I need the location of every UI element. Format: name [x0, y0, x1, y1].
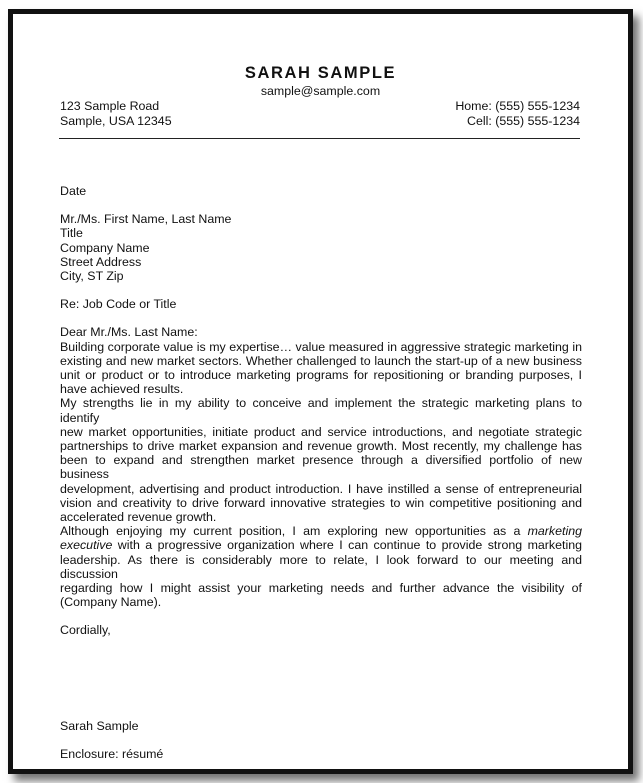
salutation-text: Dear Mr./Ms. Last Name: — [60, 325, 198, 340]
signature-name: Sarah Sample — [60, 719, 139, 733]
paragraph-line: existing and new market sectors. Whether challenged to launch the start-up of a new business — [60, 353, 582, 368]
paragraph-line: development, advertising and product introduction. I have instilled a sense of entrepreneurial — [60, 481, 582, 496]
paragraph-2 — [60, 396, 582, 524]
recipient-city: City, ST Zip — [60, 269, 124, 284]
reference-text: Re: Job Code or Title — [60, 297, 177, 312]
header-divider — [59, 138, 580, 139]
closing-text: Cordially, — [60, 623, 111, 638]
recipient-block — [60, 212, 582, 283]
recipient-street: Street Address — [60, 254, 142, 269]
sender-email: sample@sample.com — [260, 84, 381, 98]
paragraph-line: Building corporate value is my expertise… value measured in aggressive strategic marketing in — [60, 339, 582, 354]
enclosure-note: Enclosure: résumé — [60, 747, 164, 761]
home-phone: Home: (555) 555-1234 — [455, 99, 580, 113]
emphasis-text: executive — [60, 538, 113, 553]
paragraph-text: Although enjoying my current position, I am exploring new opportunities as a — [60, 524, 528, 539]
cell-phone: Cell: (555) 555-1234 — [467, 113, 580, 128]
letter-date: Date — [60, 184, 87, 198]
paragraph-line: have achieved results. — [60, 382, 184, 397]
paragraph-line: (Company Name). — [60, 595, 162, 610]
paragraph-line: regarding how I might assist your marketing needs and further advance the visibility of — [60, 581, 582, 596]
paragraph-line: accelerated revenue growth. — [60, 510, 217, 525]
address-line-2: Sample, USA 12345 — [60, 113, 172, 128]
recipient-title: Title — [60, 226, 83, 241]
sender-phones — [455, 99, 580, 128]
paragraph-line: unit or product or to introduce marketing programs for repositioning or branding purposes, I — [60, 368, 582, 383]
document-frame — [8, 9, 633, 774]
recipient-name: Mr./Ms. First Name, Last Name — [60, 212, 232, 227]
closing — [60, 623, 582, 637]
reference-line — [60, 297, 582, 311]
paragraph-line: partnerships to drive market expansion and revenue growth. Most recently, my challenge has — [60, 439, 582, 454]
sender-address — [60, 99, 172, 128]
sender-name: SARAH SAMPLE — [244, 64, 397, 82]
address-line-1: 123 Sample Road — [60, 99, 160, 113]
paragraph-line: My strengths lie in my ability to conceive and implement the strategic marketing plans to identify — [60, 396, 582, 425]
paragraph-line: new market opportunities, initiate product and service introductions, and negotiate strategic — [60, 424, 582, 439]
paragraph-line — [60, 524, 582, 538]
cover-letter-page — [13, 14, 628, 769]
paragraph-1 — [60, 340, 582, 397]
emphasis-text: marketing — [527, 524, 582, 539]
paragraph-3 — [60, 524, 582, 609]
paragraph-text: with a progressive organization where I can continue to provide strong marketing — [112, 538, 582, 553]
salutation — [60, 325, 582, 339]
paragraph-line: vision and creativity to drive forward innovative strategies to win competitive positioning and — [60, 495, 582, 510]
letter-body — [60, 184, 582, 638]
paragraph-line: leadership. As there is considerably more to relate, I look forward to our meeting and discussion — [60, 552, 582, 581]
paragraph-line: been to expand and strengthen market presence through a diversified portfolio of new business — [60, 453, 582, 482]
paragraph-line — [60, 538, 582, 552]
recipient-company: Company Name — [60, 240, 150, 255]
